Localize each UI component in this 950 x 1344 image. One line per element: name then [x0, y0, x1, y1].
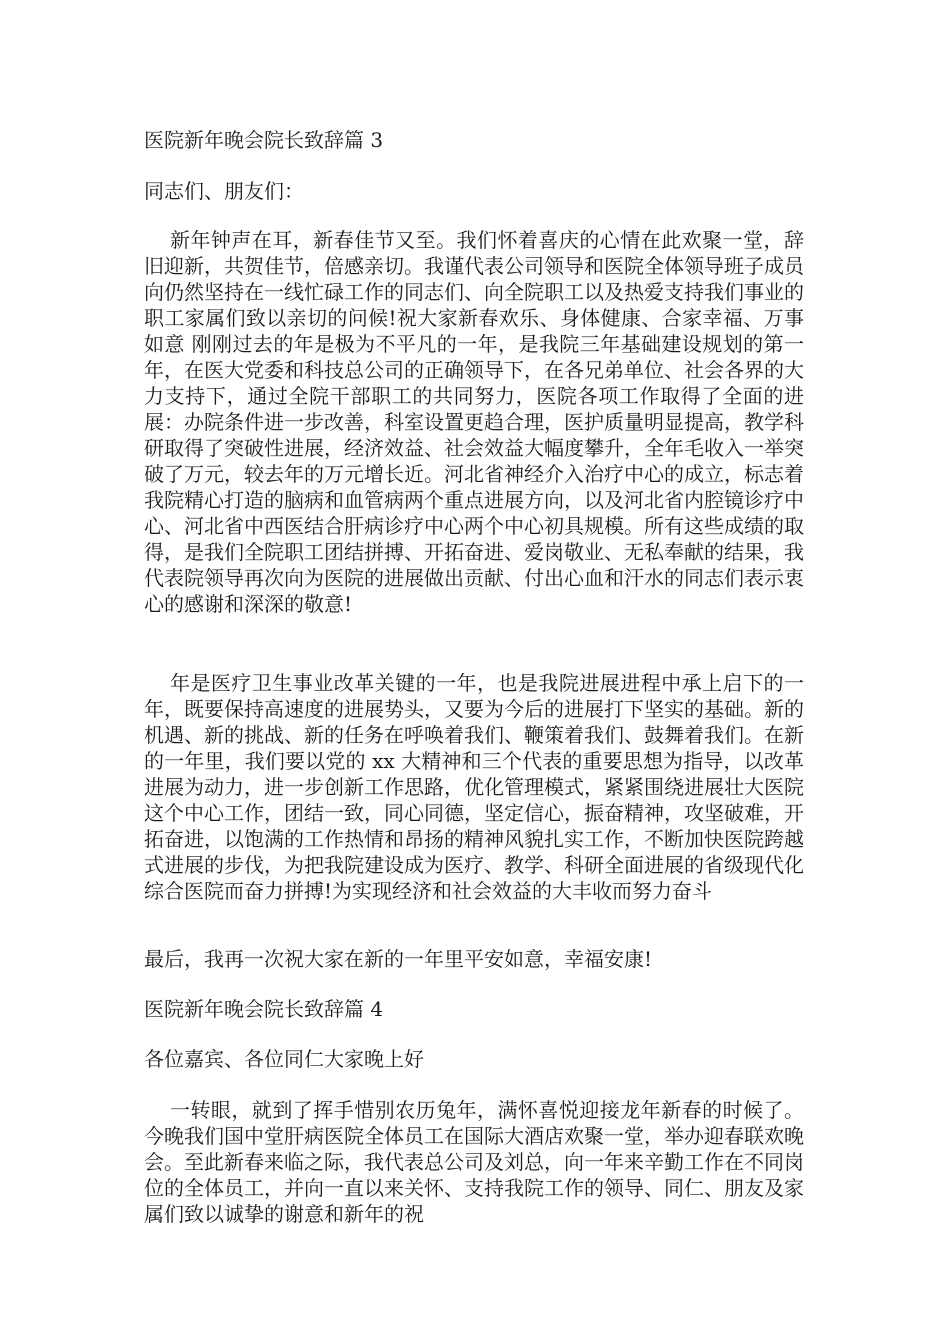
section-3-closing: 最后，我再一次祝大家在新的一年里平安如意，幸福安康! [144, 947, 653, 971]
section-3-paragraph-2: 年是医疗卫生事业改革关键的一年，也是我院进展进程中承上启下的一年，既要保持高速度的进展势头，又要为今后的进展打下坚实的基础。新的机遇、新的挑战、新的任务在呼唤着我们、鞭策着我们、鼓舞着我们。在新的一年里，我们要以党的 xx 大精神和三个代表的重要思想为指导，以改革进展为动力，进一步创新工作思路，优化管理模式，紧紧围绕进展壮大医院这个中心工作，团结一致，同心同德，坚定信心，振奋精神，攻坚破难，开拓奋进，以饱满的工作热情和昂扬的精神风貌扎实工作，不断加快医院跨越式进展的步伐，为把我院建设成为医疗、教学、科研全面进展的省级现代化综合医院而奋力拼搏!为实现经济和社会效益的大丰收而努力奋斗 [144, 671, 804, 903]
section-3-greeting: 同志们、朋友们： [144, 179, 304, 203]
section-3-title: 医院新年晚会院长致辞篇 3 [144, 128, 384, 152]
section-4-title: 医院新年晚会院长致辞篇 4 [144, 997, 384, 1021]
section-4-paragraph-1: 一转眼，就到了挥手惜别农历兔年，满怀喜悦迎接龙年新春的时候了。今晚我们国中堂肝病医院全体员工在国际大酒店欢聚一堂，举办迎春联欢晚会。至此新春来临之际，我代表总公司及刘总，向一年来辛勤工作在不同岗位的全体员工，并向一直以来关怀、支持我院工作的领导、同仁、朋友及家属们致以诚挚的谢意和新年的祝 [144, 1098, 804, 1226]
section-3-paragraph-1: 新年钟声在耳，新春佳节又至。我们怀着喜庆的心情在此欢聚一堂，辞旧迎新，共贺佳节，倍感亲切。我谨代表公司领导和医院全体领导班子成员向仍然坚持在一线忙碌工作的同志们、向全院职工以及热爱支持我们事业的职工家属们致以亲切的问候!祝大家新春欢乐、身体健康、合家幸福、万事如意 刚刚过去的年是极为不平凡的一年，是我院三年基础建设规划的第一年，在医大党委和科技总公司的正确领导下，在各兄弟单位、社会各界的大力支持下，通过全院干部职工的共同努力，医院各项工作取得了全面的进展：办院条件进一步改善，科室设置更趋合理，医护质量明显提高，教学科研取得了突破性进展，经济效益、社会效益大幅度攀升，全年毛收入一举突破了万元，较去年的万元增长近。河北省神经介入治疗中心的成立，标志着我院精心打造的脑病和血管病两个重点进展方向，以及河北省内腔镜诊疗中心、河北省中西医结合肝病诊疗中心两个中心初具规模。所有这些成绩的取得，是我们全院职工团结拼搏、开拓奋进、爱岗敬业、无私奉献的结果，我代表院领导再次向为医院的进展做出贡献、付出心血和汗水的同志们表示衷心的感谢和深深的敬意! [144, 228, 804, 616]
section-4-greeting: 各位嘉宾、各位同仁大家晚上好 [144, 1047, 424, 1071]
